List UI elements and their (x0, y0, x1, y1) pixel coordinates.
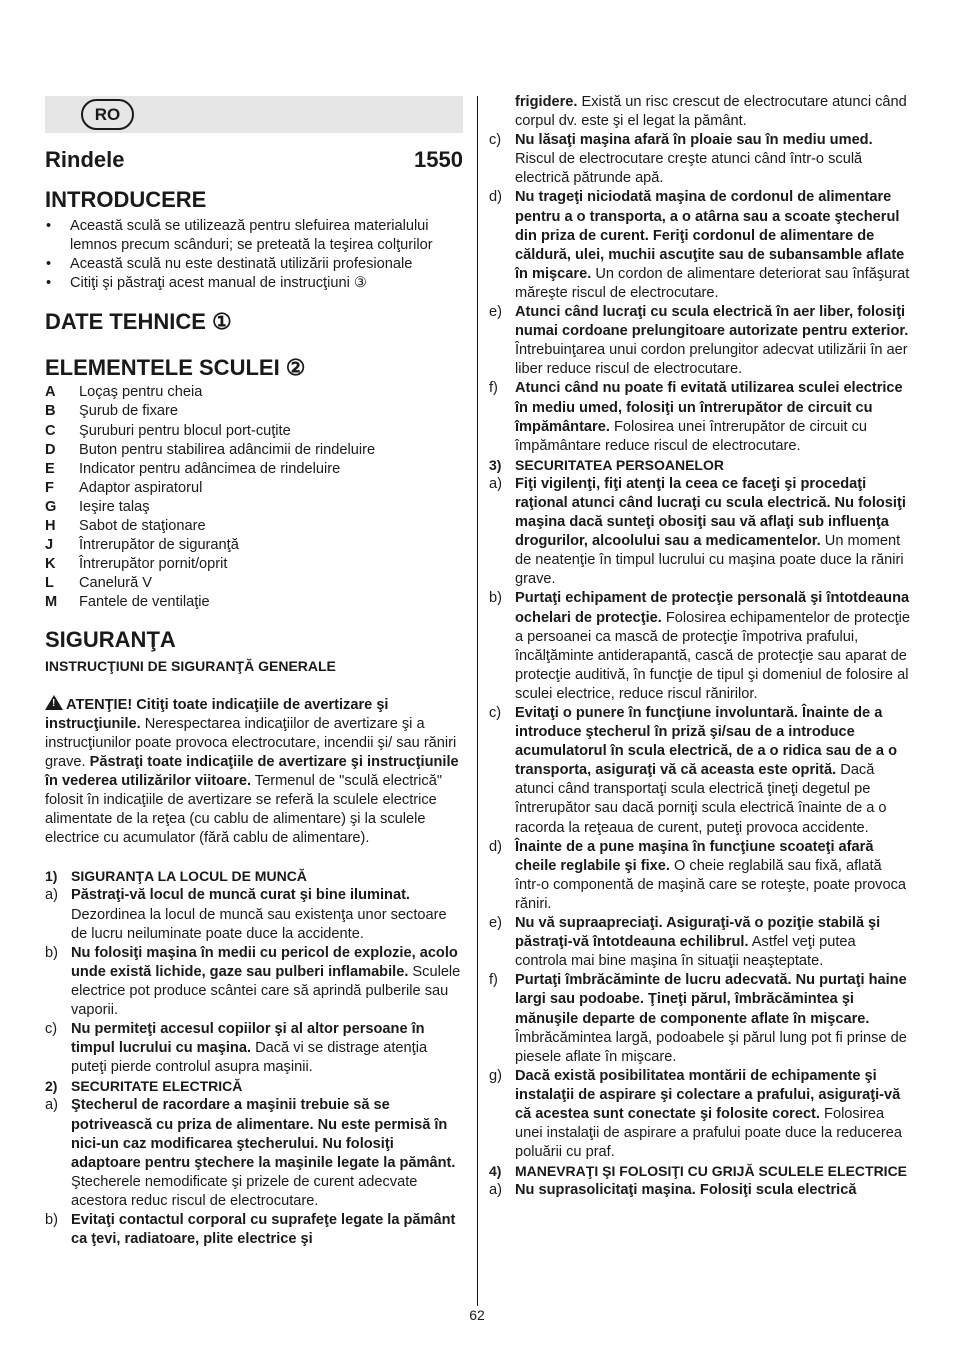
product-title (45, 147, 463, 173)
list-item: c) Nu lăsaţi maşina afară în ploaie sau în mediu umed. Riscul de electrocutare creşte atunci când într-o sculă electrică pătrunde apă. (489, 132, 873, 187)
list-item: d) Înainte de a pune maşina în funcţiune scoateţi afară cheile reglabile şi fixe. O cheie reglabilă sau fixă, aflată într-o componentă de maşină care se roteşte, poate provoca răniri. (489, 838, 907, 912)
section-1-items (45, 886, 463, 1077)
section-4-items (489, 1181, 911, 1200)
list-item: e) Atunci când lucraţi cu scula electrică în aer liber, folosiţi numai cordoane prelungitoare autorizate pentru exterior. Întrebuinţarea unui cordon prelungitor adecvat utilizării în aer liber reduce riscul de electrocutare. (489, 304, 909, 378)
list-item: c) Evitaţi o punere în funcţiune involuntară. Înainte de a introduce ştecherul în priză şi/sau de a introduce acumulatorul în scula electrică, de a o ridica sau de a o transporta, asiguraţi vă că aceasta este oprită. Dacă atunci când transportaţi scula electrică ţineţi degetul pe întrerupător sau dacă porniţi scula electrică înainte de a o racorda la reţeaua de curent, puteţi provoca accidente. (489, 705, 898, 836)
list-item: b) Purtaţi echipament de protecţie personală şi întotdeauna ochelari de protecţie. Folosirea echipamentelor de protecţie a persoanei ca mască de protecţie împotriva prafului, încălţăminte antiderapantă, cască de protecţie sau aparat de protecţie auditivă, în funcţie de tipul şi domeniul de folosire al sculei electrice, reduce riscul rănirilor. (489, 590, 911, 702)
section-2-title: 2) SECURITATE ELECTRICĂ (45, 1078, 243, 1095)
list-item: f) Purtaţi îmbrăcăminte de lucru adecvată. Nu purtaţi haine largi sau podoabe. Ţineţi părul, îmbrăcămintea şi mănuşile departe de componente aflate în mişcare. Îmbrăcămintea largă, podoabele şi părul lung pot fi prinse de piesele aflate în mişcare. (489, 972, 907, 1065)
list-item: d) Nu trageţi niciodată maşina de cordonul de alimentare pentru a o transporta, a o atârna sau a scoate ştecherul din priza de curent. Feriţi cordonul de alimentare de căldură, ulei, muchii ascuţite sau de subansamble aflate în mişcare. Un cordon de alimentare deteriorat sau înfăşurat măreşte riscul de electrocutare. (489, 189, 910, 301)
language-bar (45, 96, 463, 133)
safety-subheading: INSTRUCŢIUNI DE SIGURANŢĂ GENERALE (45, 657, 336, 674)
section-2-items-cont (489, 131, 911, 456)
list-item: E Indicator pentru adâncimea de rindeluire (45, 460, 341, 477)
list-item: a) Nu suprasolicitaţi maşina. Folosiţi scula electrică (489, 1182, 857, 1199)
list-item: • Citiţi şi păstraţi acest manual de instrucţiuni ③ (45, 274, 463, 293)
safety-heading: SIGURANŢA (45, 626, 176, 652)
page-number: 62 (469, 1307, 485, 1323)
list-item: A Loçaş pentru cheia (45, 384, 203, 401)
intro-bullets (45, 217, 463, 293)
parts-list (45, 383, 463, 612)
continued-item: frigidere. Există un risc crescut de electrocutare atunci când corpul dv. este şi el legat la pământ. (515, 94, 907, 130)
list-item: f) Atunci când nu poate fi evitată utilizarea sculei electrice în mediu umed, folosiţi un întrerupător de circuit cu împământare. Folosirea unei întrerupător de circuit cu împământare reduce riscul de electrocutare. (489, 380, 903, 454)
list-item: • Această sculă nu este destinată utilizării profesionale (45, 255, 463, 274)
product-name: Rindele (45, 147, 125, 172)
list-item: a) Păstraţi-vă locul de muncă curat şi bine iluminat. Dezordinea la locul de muncă sau existenţa unor sectoare de lucru neiluminate poate duce la accidente. (45, 887, 447, 942)
section-1-title: 1) SIGURANŢA LA LOCUL DE MUNCĂ (45, 868, 307, 885)
right-column (489, 93, 911, 1200)
list-item: a) Fiţi vigilenţi, fiţi atenţi la ceea ce faceţi şi procedaţi raţional atunci când lucraţi cu scula electrică. Nu folosiţi maşina dacă sunteţi obosiţi sau vă aflaţi sub influenţa drogurilor, alcoolului sau a medicamentelor. Un moment de neatenţie în timpul lucrului cu maşina poate duce la răniri grave. (489, 475, 906, 588)
list-item: • Această sculă se utilizează pentru slefuirea materialului lemnos precum scânduri; se preteată la teşirea colţurilor (45, 217, 463, 255)
list-item: c) Nu permiteţi accesul copiilor şi al altor persoane în timpul lucrului cu maşina. Dacă vi se distrage atenţia puteţi pierde controlul asupra maşinii. (45, 1021, 428, 1076)
list-item: b) Evitaţi contactul corporal cu suprafeţe legate la pământ ca ţevi, radiatoare, plite electrice şi (45, 1212, 456, 1248)
left-column (45, 96, 463, 1249)
list-item: L Canelură V (45, 575, 153, 592)
list-item: G Ieşire talaş (45, 498, 150, 515)
list-item: C Şuruburi pentru blocul port-cuţite (45, 422, 291, 439)
list-item: B Şurub de fixare (45, 403, 178, 420)
section-3-title: 3) SECURITATEA PERSOANELOR (489, 456, 724, 473)
list-item: g) Dacă există posibilitatea montării de echipamente şi instalaţii de aspirare şi colectare a prafului, asiguraţi-vă că acestea sunt conectate şi folosite corect. Folosirea unei instalaţii de aspirare a prafului poate duce la reducerea poluării cu praf. (489, 1067, 902, 1161)
section-4-title: 4) MANEVRAŢI ŞI FOLOSIŢI CU GRIJĂ SCULELE ELECTRICE (489, 1163, 908, 1180)
section-3-items (489, 475, 911, 1162)
warning-paragraph: !ATENŢIE! Citiţi toate indicaţiile de avertizare şi instrucţiunile. Nerespectarea indicaţiilor de avertizare şi a instrucţiunilor poate provoca electrocutare, incendii şi/ sau răniri grave. Păstraţi toate indicaţiile de avertizare şi instrucţiunile în vederea utilizărilor viitoare. Termenul de "sculă electrică" folosit în indicaţiile de avertizare se referă la sculele electrice alimentate de la reţea (cu cablu de alimentare) şi la sculele electrice cu acumulator (fără cablu de alimentare). (45, 695, 463, 849)
list-item: D Buton pentru stabilirea adâncimii de rindeluire (45, 441, 376, 458)
list-item: F Adaptor aspiratorul (45, 479, 203, 496)
list-item: b) Nu folosiţi maşina în medii cu pericol de explozie, acolo unde există lichide, gaze sau pulberi inflamabile. Sculele electrice pot produce scântei care să aprindă pulberile sau vaporii. (45, 944, 461, 1018)
list-item: M Fantele de ventilaţie (45, 594, 210, 611)
warning-triangle-icon (45, 695, 63, 710)
column-divider (477, 96, 478, 1306)
list-item: J Întrerupător de siguranţă (45, 537, 239, 554)
section-2-items (45, 1096, 463, 1249)
list-item: H Sabot de staţionare (45, 518, 206, 535)
list-item: e) Nu vă supraapreciaţi. Asiguraţi-vă o poziţie stabilă şi păstraţi-vă întotdeauna echilibrul. Astfel veţi putea controla mai bine maşina în situaţii neaşteptate. (489, 915, 881, 970)
intro-heading: INTRODUCERE (45, 187, 207, 212)
list-item: a) Ştecherul de racordare a maşinii trebuie să se potrivească cu priza de alimentare. Nu este permisă în nici-un caz modificarea ştecherului. Nu folosiţi adaptoare pentru ştechere la maşinile legate la pământ. Ştecherele nemodificate şi prizele de curent adecvate acestora reduc riscul de electrocutare. (45, 1097, 456, 1209)
elements-heading: ELEMENTELE SCULEI ② (45, 355, 306, 381)
language-badge: RO (81, 99, 134, 130)
list-item: K Întrerupător pornit/oprit (45, 556, 228, 573)
tech-heading: DATE TEHNICE ① (45, 309, 232, 335)
product-model: 1550 (414, 147, 463, 172)
